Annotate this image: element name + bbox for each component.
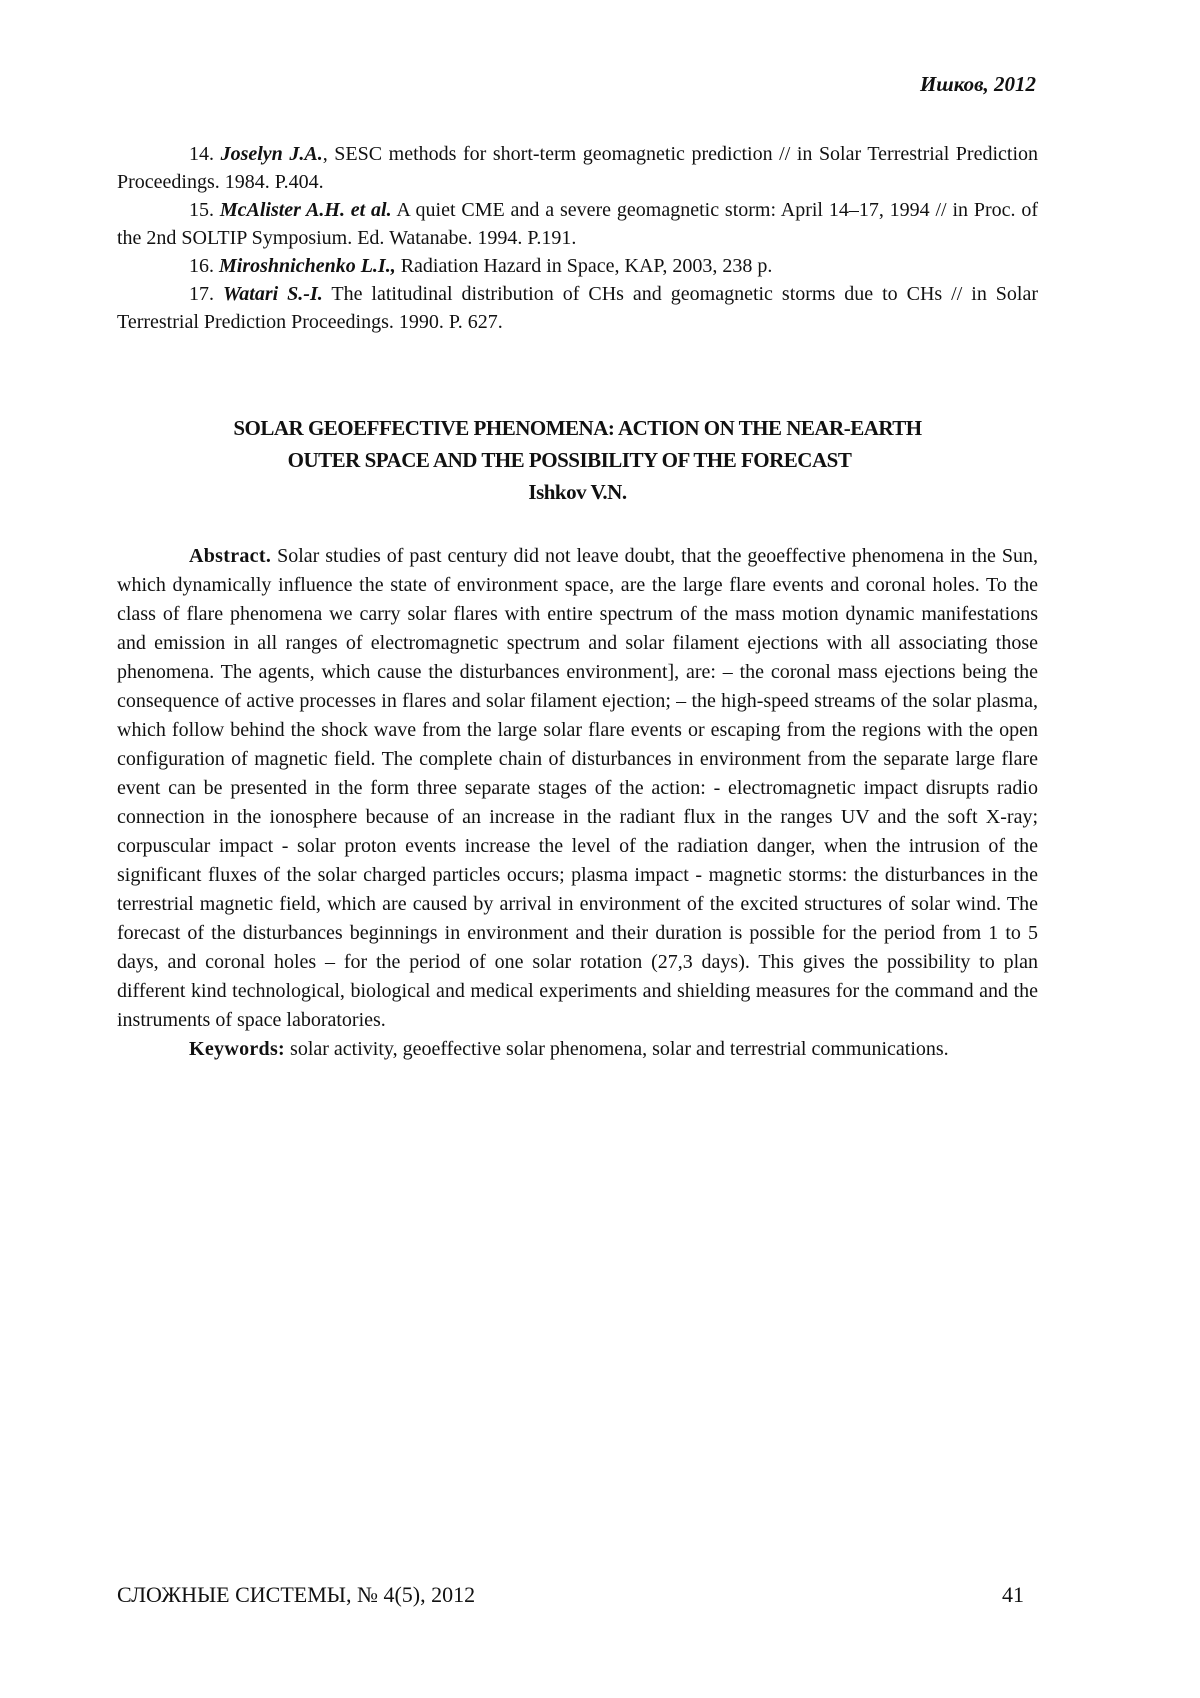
- abstract-text: Solar studies of past century did not leave doubt, that the geoeffective phenomena in the Sun, which dynamically influence the state of environment space, are the large flare events and coronal holes. To the class of flare phenomena we carry solar flares with entire spectrum of the mass motion dynamic manifestations and emission in all ranges of electromagnetic spectrum and solar filament ejections with all associating those phenomena. The agents, which cause the disturbances environment], are: – the coronal mass ejections being the consequence of active processes in flares and solar filament ejection; – the high-speed streams of the solar plasma, which follow behind the shock wave from the large solar flare events or escaping from the regions with the open configuration of magnetic field. The complete chain of disturbances in environment from the separate large flare event can be presented in the form three separate stages of the action: - electromagnetic impact disrupts radio connection in the ionosphere because of an increase in the radiant flux in the ranges UV and the soft X-ray; corpuscular impact - solar proton events increase the level of the radiation danger, when the intrusion of the significant fluxes of the solar charged particles occurs; plasma impact - magnetic storms: the disturbances in the terrestrial magnetic field, which are caused by arrival in environment of the excited structures of solar wind. The forecast of the disturbances beginnings in environment and their duration is possible for the period from 1 to 5 days, and coronal holes – for the period of one solar rotation (27,3 days). This gives the possibility to plan different kind technological, biological and medical experiments and shielding measures for the command and the instruments of space laboratories.: [117, 545, 1038, 1031]
- reference-authors: McAlister A.H. et al.: [219, 199, 392, 221]
- reference-authors: Watari S.-I.: [222, 283, 323, 305]
- article-title-line-1: SOLAR GEOEFFECTIVE PHENOMENA: ACTION ON THE NEAR-EARTH: [233, 416, 922, 440]
- reference-text: SESC methods for short-term geomagnetic prediction // in Solar Terrestrial Prediction Proceedings. 1984. P.404.: [117, 143, 1039, 193]
- reference-text: The latitudinal distribution of CHs and geomagnetic storms due to CHs // in Solar Terrestrial Prediction Proceedings. 1990. P. 627.: [117, 283, 1039, 333]
- page-number: 41: [1002, 1582, 1024, 1607]
- reference-item: 14. Joselyn J.A., SESC methods for short-term geomagnetic prediction // in Solar Terrestrial Prediction Proceedings. 1984. P.404.: [117, 143, 1039, 193]
- reference-authors: Miroshnichenko L.I.,: [219, 255, 396, 277]
- keywords-paragraph: [117, 1035, 1038, 1064]
- keywords-text: solar activity, geoeffective solar phenomena, solar and terrestrial communications.: [290, 1038, 949, 1060]
- footer-journal: СЛОЖНЫЕ СИСТЕМЫ, № 4(5), 2012: [117, 1582, 476, 1607]
- reference-text: A quiet CME and a severe geomagnetic storm: April 14–17, 1994 // in Proc. of the 2nd SOLTIP Symposium. Ed. Watanabe. 1994. P.191.: [117, 199, 1038, 249]
- reference-item: 15. McAlister A.H. et al. A quiet CME and a severe geomagnetic storm: April 14–17, 1994 // in Proc. of the 2nd SOLTIP Symposium. Ed. Watanabe. 1994. P.191.: [117, 199, 1038, 249]
- abstract-label: Abstract.: [189, 545, 272, 567]
- running-head: Ишков, 2012: [919, 72, 1036, 96]
- abstract-paragraph: [117, 542, 1038, 1035]
- article-heading: [117, 412, 1038, 508]
- reference-list: [117, 140, 1038, 336]
- article-title-line-2: OUTER SPACE AND THE POSSIBILITY OF THE FORECAST: [287, 448, 852, 472]
- keywords-label: Keywords:: [189, 1038, 286, 1060]
- article-author: Ishkov V.N.: [528, 480, 627, 504]
- reference-item: 16. Miroshnichenko L.I., Radiation Hazard in Space, KAP, 2003, 238 p.: [189, 255, 773, 277]
- reference-item: 17. Watari S.-I. The latitudinal distribution of CHs and geomagnetic storms due to CHs // in Solar Terrestrial Prediction Proceedings. 1990. P. 627.: [117, 283, 1039, 333]
- reference-authors: Joselyn J.A.: [220, 143, 323, 165]
- reference-text: Radiation Hazard in Space, KAP, 2003, 238 p.: [400, 255, 773, 277]
- abstract-section: [117, 542, 1038, 1064]
